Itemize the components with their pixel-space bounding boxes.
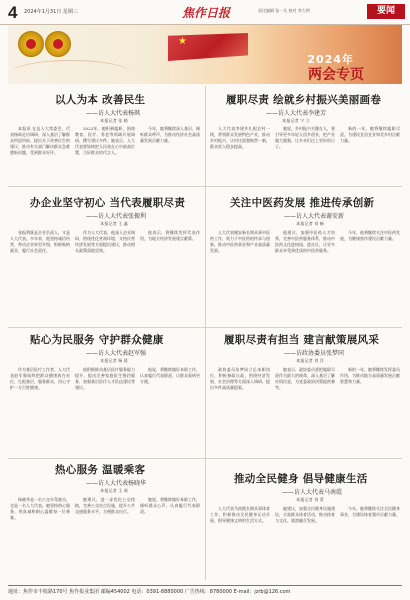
article-paragraph: 今年，她将继续关注全民健身事业，为建设体育强市贡献力量。	[340, 506, 400, 517]
article-subhead: ——访人大代表杨飒	[86, 110, 141, 117]
article-paragraph: 她建议，加强全民健身设施建设，丰富群众体育活动，推动体育与文化、旅游融合发展。	[275, 506, 335, 523]
article-paragraph: 他建议，加强中医药人才培养，完善中医药服务体系，推动中医药文化进校园、进社区，让更多群众享受到优质的中医药服务。	[275, 230, 335, 253]
article-body-col	[140, 367, 200, 455]
article-byline: 本报记者 王 鑫	[100, 221, 128, 226]
article-paragraph: 2023年，她积极履职，围绕教育、医疗、养老等领域开展调研，撰写建议多件。她表示，人大代表要始终把人民放在心中最高位置，当好群众的代言人。	[75, 126, 135, 155]
article-subhead: ——访人大代表谢安新	[284, 213, 345, 220]
article-headline: 以人为本 改善民生	[55, 94, 146, 106]
article-paragraph: 他说，将继续做好本职工作，认真履行代表职责，让群众看病更方便。	[140, 367, 200, 384]
article-paragraph: 他表示，将继续发挥代表作用，为地方经济发展建言献策。	[140, 230, 200, 241]
banner-title: 两会专页	[308, 67, 364, 83]
article-paragraph: 作为人大代表，他深入企业调研，围绕优化营商环境、支持民营经济发展等方面提出建议，推动相关政策落地见效。	[75, 230, 135, 253]
article-headline: 关注中医药发展 推进传承创新	[230, 197, 375, 209]
article-body-col	[75, 367, 135, 455]
article-paragraph: 今年，他将继续关注中医药发展，为健康焦作建设贡献力量。	[340, 230, 400, 241]
star-icon: ★	[178, 36, 187, 47]
banner-year: 2024年	[307, 53, 354, 66]
article-subhead: ——访人大代表赵军强	[86, 350, 147, 357]
issue-date: 2024年1月31日 星期三	[24, 9, 78, 15]
article-paragraph: 政协委员张梦同立足本职岗位，积极参政议政，围绕经济发展、社会治理等方面深入调研，提出多件高质量提案。	[210, 367, 270, 390]
article-paragraph: 杨晓华是一名公交车驾驶员，也是一名人大代表。她坚持热心服务，用真诚和耐心温暖每一位乘客。	[10, 497, 70, 520]
row-divider	[8, 458, 402, 459]
article-paragraph: 今年，她将继续深入基层，倾听群众呼声，为推动经济社会高质量发展贡献力量。	[140, 126, 200, 143]
article-body-col	[275, 230, 335, 325]
article-subhead: ——访人大代表李建芳	[266, 110, 327, 117]
article-paragraph: 新的一年，她将继续履职尽责，为建设宜居宜业和美乡村贡献力量。	[340, 126, 400, 143]
column-divider	[205, 86, 206, 580]
decorative-arc	[11, 60, 131, 84]
article-headline: 热心服务 温暖乘客	[55, 464, 146, 476]
article-body-col	[340, 126, 400, 184]
article-body-col	[275, 506, 335, 582]
article-byline: 本报记者 宁 立	[282, 118, 310, 123]
article-headline: 履职尽责有担当 建言献策展风采	[224, 334, 380, 346]
article-body-col	[75, 126, 135, 184]
article-headline: 履职尽责 绘就乡村振兴美丽画卷	[226, 94, 382, 106]
masthead-bar	[0, 0, 410, 25]
article-paragraph: 本报讯 在县人大常委会，代表杨飒走访调研，深入基层了解群众所思所盼，提出关于改善民生的建议，推动有关部门解决群众急难愁盼问题，受到群众好评。	[10, 126, 70, 155]
article-body-col	[140, 497, 200, 582]
article-body-col	[210, 506, 270, 582]
article-byline: 本报记者 刘 菁	[296, 497, 324, 502]
page-footer: 地址：焦作市丰收路170号 焦作报业集团 邮编454002 电话：0391-8880000 广告热线：8780000 E-mail：jzrb@126.com	[8, 585, 402, 598]
article-body-col	[140, 230, 200, 325]
newspaper-logo: 焦作日报	[182, 6, 231, 20]
article-body-col	[10, 126, 70, 184]
article-body-col	[75, 230, 135, 325]
article-body-col	[275, 367, 335, 455]
article-paragraph: 他积极推动基层医疗服务能力提升，提出完善家庭医生签约服务、加强基层医疗人才队伍建设等建议。	[75, 367, 135, 390]
article-byline: 本报记者 杨 晨	[100, 358, 128, 363]
article-byline: 本报记者 张 晓	[100, 118, 128, 123]
two-sessions-banner	[8, 25, 402, 84]
article-byline: 本报记者 刘 畅	[296, 221, 324, 226]
cppcc-emblem-icon	[45, 31, 71, 57]
article-body-col	[10, 367, 70, 455]
article-headline: 贴心为民服务 守护群众健康	[30, 334, 164, 346]
article-body-col	[10, 230, 70, 325]
article-paragraph: 她说，乡村振兴关键在人，要引导更多年轻人回乡创业，把产业做大做强，让乡亲们过上更好的日子。	[275, 126, 335, 149]
article-paragraph: 作为基层医疗工作者，人大代表赵军强始终把群众健康放在首位，扎根基层，服务群众，用心守护一方百姓健康。	[10, 367, 70, 390]
national-emblem-icon	[18, 31, 44, 57]
article-byline: 本报记者 王 萌	[100, 488, 128, 493]
article-paragraph: 新的一年，她将继续发挥委员作用，为推动地方高质量发展贡献智慧和力量。	[340, 367, 400, 384]
article-paragraph: 她说，将继续做好本职工作，倾听群众心声，认真履行代表职责。	[140, 497, 200, 514]
article-headline: 推动全民健身 倡导健康生活	[234, 473, 368, 485]
article-subhead: ——访人大代表马南霞	[282, 489, 343, 496]
article-paragraph: 人大代表李建芳扎根农村一线，带领群众发展特色产业，推动乡村振兴，让村庄面貌焕然一新，群众收入稳步提高。	[210, 126, 270, 149]
article-body-col	[340, 230, 400, 325]
article-headline: 办企业坚守初心 当代表履职尽责	[30, 197, 186, 209]
article-byline: 本报记者 刘 洋	[296, 358, 324, 363]
article-subhead: ——访人大代表张振利	[86, 213, 147, 220]
article-paragraph: 她表示，政协委员要把履职尽责作为最大的使命，深入基层了解社情民意，为党委政府决策提供参考。	[275, 367, 335, 390]
article-subhead: ——访政协委员张梦同	[284, 350, 345, 357]
article-body-col	[210, 230, 270, 325]
editor-credits: 责任编辑 张一凡 校对 李大明	[258, 8, 310, 13]
article-paragraph: 人大代表马南霞长期从事体育工作，积极推动全民健身运动开展，倡导健康文明的生活方式。	[210, 506, 270, 523]
article-body-col	[340, 506, 400, 582]
article-body-col	[275, 126, 335, 184]
page-number: 4	[8, 3, 18, 22]
article-body-col	[10, 497, 70, 582]
section-badge: 要闻	[367, 4, 405, 19]
article-body-col	[210, 367, 270, 455]
article-body-col	[210, 126, 270, 184]
article-paragraph: 人大代表谢安新长期从事中医药工作，致力于中医药的传承与创新，推动中医药事业和产业高质量发展。	[210, 230, 270, 253]
row-divider	[8, 327, 402, 328]
article-paragraph: 她建议，进一步优化公交线路，完善公交站点设施，提升公共交通服务水平，方便群众出行。	[75, 497, 135, 514]
article-body-col	[75, 497, 135, 582]
article-body-col	[340, 367, 400, 455]
article-paragraph: 张振利既是企业负责人，又是人大代表。多年来，他坚持诚信经营，带动企业转型升级，积极吸纳就业，履行社会责任。	[10, 230, 70, 253]
row-divider	[8, 186, 402, 187]
article-subhead: ——访人大代表杨晓华	[86, 480, 147, 487]
article-body-col	[140, 126, 200, 184]
